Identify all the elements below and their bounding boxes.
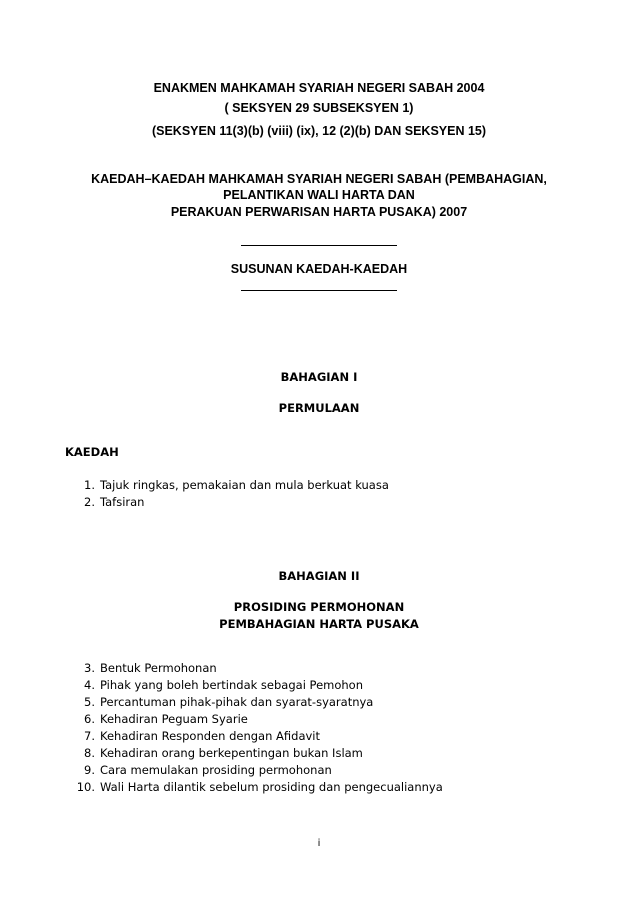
- enactment-title: ENAKMEN MAHKAMAH SYARIAH NEGERI SABAH 2004: [153, 81, 485, 95]
- divider-top: [241, 245, 397, 246]
- rule-title: Kehadiran orang berkepentingan bukan Islam: [100, 746, 363, 760]
- rules-title-line-3: PERAKUAN PERWARISAN HARTA PUSAKA) 2007: [170, 205, 468, 219]
- rule-number: 2.: [84, 495, 95, 509]
- part-1-label: BAHAGIAN I: [280, 370, 358, 384]
- rule-title: Cara memulakan prosiding permohonan: [100, 763, 332, 777]
- page-number: i: [317, 838, 321, 849]
- divider-bottom: [241, 290, 397, 291]
- rules-title-line-1: KAEDAH–KAEDAH MAHKAMAH SYARIAH NEGERI SABAH (PEMBAHAGIAN,: [91, 172, 547, 186]
- rule-title: Percantuman pihak-pihak dan syarat-syaratnya: [100, 695, 374, 709]
- rule-title: Kehadiran Peguam Syarie: [100, 712, 248, 726]
- rule-number: 3.: [84, 661, 95, 675]
- rule-title: Wali Harta dilantik sebelum prosiding dan pengecualiannya: [100, 780, 443, 794]
- part-2-title-line-1: PROSIDING PERMOHONAN: [233, 600, 405, 614]
- rule-number: 4.: [84, 678, 95, 692]
- rule-number: 9.: [84, 763, 95, 777]
- rule-number: 5.: [84, 695, 95, 709]
- rule-title: Tajuk ringkas, pemakaian dan mula berkuat kuasa: [100, 478, 389, 492]
- contents-heading: SUSUNAN KAEDAH-KAEDAH: [230, 262, 408, 276]
- part-1-title: PERMULAAN: [278, 401, 360, 415]
- part-2-title-line-2: PEMBAHAGIAN HARTA PUSAKA: [219, 617, 419, 631]
- rule-number: 8.: [84, 746, 95, 760]
- rule-title: Kehadiran Responden dengan Afidavit: [100, 729, 320, 743]
- rule-title: Bentuk Permohonan: [100, 661, 217, 675]
- rule-number: 1.: [84, 478, 95, 492]
- part-2-label: BAHAGIAN II: [278, 569, 360, 583]
- rule-number: 7.: [84, 729, 95, 743]
- rule-number: 10.: [76, 780, 95, 794]
- rules-column-label: KAEDAH: [65, 445, 119, 459]
- rule-number: 6.: [84, 712, 95, 726]
- enactment-subsections: (SEKSYEN 11(3)(b) (viii) (ix), 12 (2)(b) DAN SEKSYEN 15): [151, 124, 487, 138]
- rule-title: Pihak yang boleh bertindak sebagai Pemohon: [100, 678, 363, 692]
- enactment-section: ( SEKSYEN 29 SUBSEKSYEN 1): [224, 101, 414, 115]
- rules-title-line-2: PELANTIKAN WALI HARTA DAN: [223, 188, 415, 202]
- rule-title: Tafsiran: [100, 495, 145, 509]
